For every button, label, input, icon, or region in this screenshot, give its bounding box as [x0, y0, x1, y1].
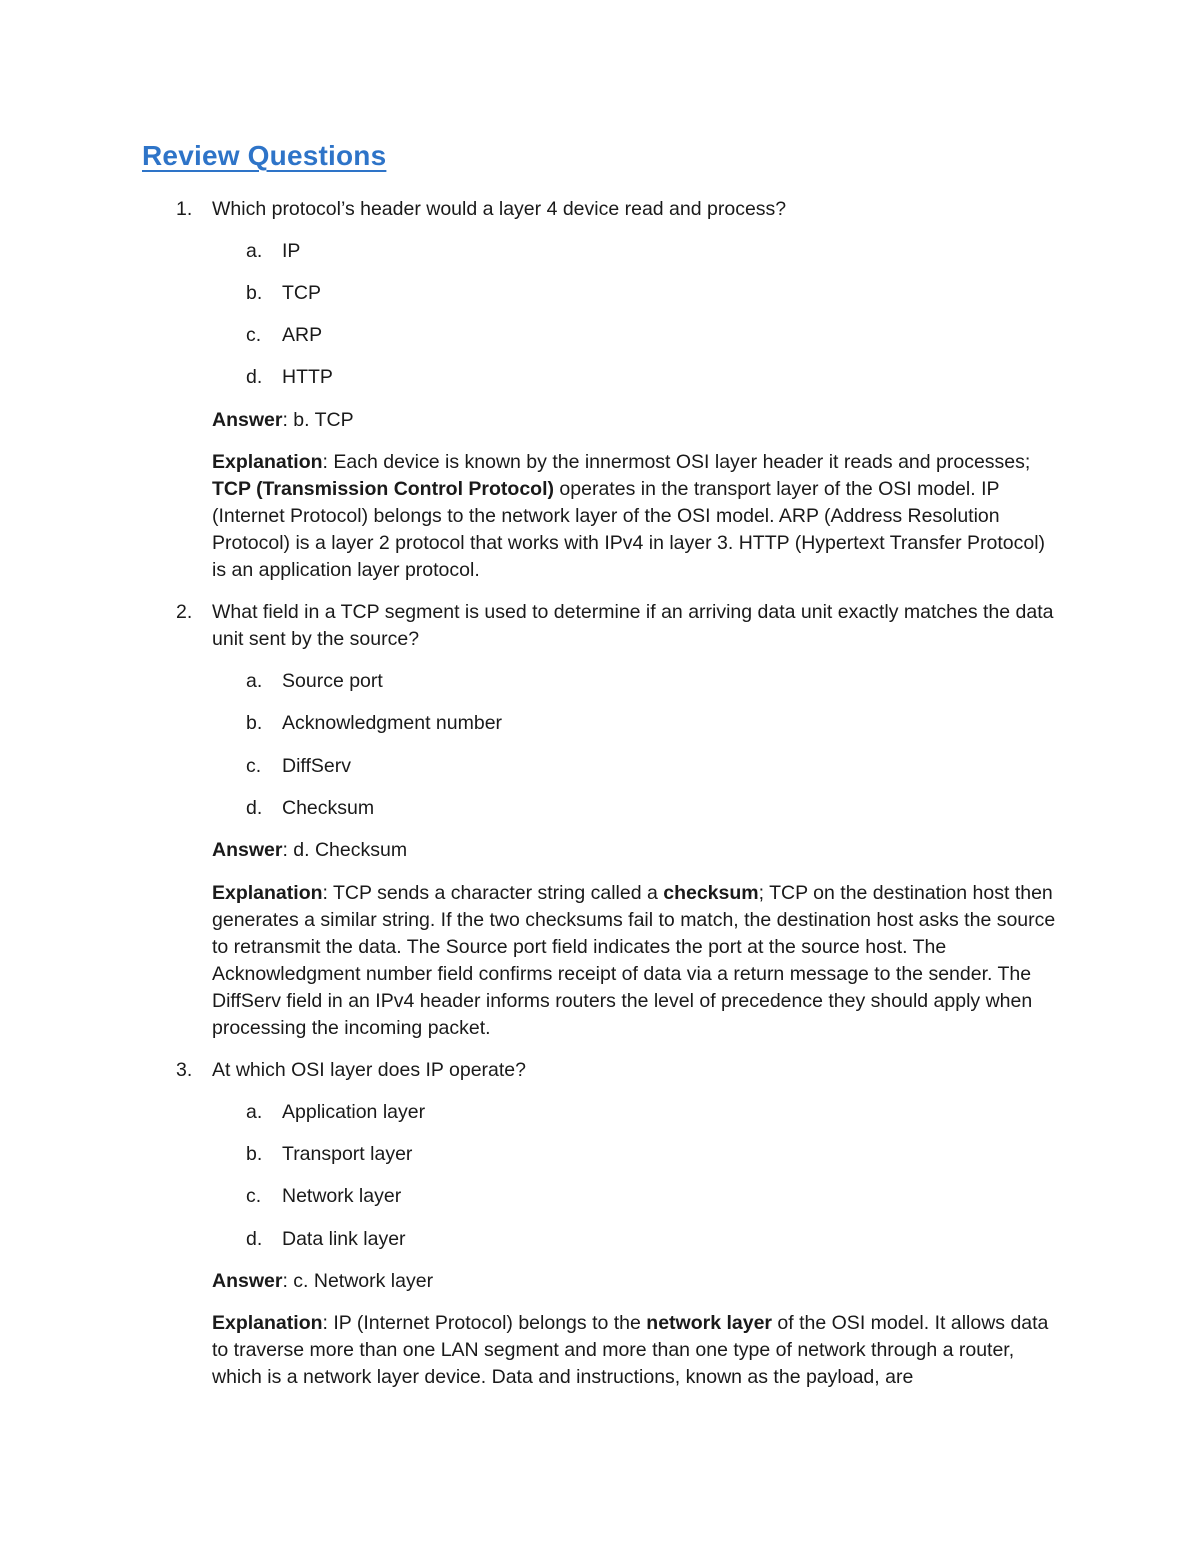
option-text: TCP — [282, 282, 321, 304]
question-text: What field in a TCP segment is used to determine if an arriving data unit exactly matches the data unit sent by the source? — [212, 601, 1054, 650]
page-title: Review Questions — [142, 140, 387, 171]
option — [246, 1226, 406, 1253]
option-letter: d. — [246, 797, 263, 819]
explanation-keyword: checksum — [663, 882, 759, 904]
option-text: Checksum — [282, 797, 375, 819]
option — [246, 238, 300, 265]
option-letter: b. — [246, 1143, 263, 1165]
option-letter: b. — [246, 712, 263, 734]
option — [246, 795, 374, 822]
answer-label: Answer — [212, 1270, 283, 1292]
option — [246, 280, 321, 307]
answer-text: : c. Network layer — [282, 1270, 434, 1292]
option-letter: b. — [246, 282, 263, 304]
option-letter: a. — [246, 1101, 263, 1123]
option — [246, 668, 383, 695]
answer — [212, 1268, 433, 1295]
answer — [212, 837, 407, 864]
option-text: Network layer — [282, 1185, 402, 1207]
explanation — [212, 449, 1062, 584]
option — [246, 753, 351, 780]
answer-label: Answer — [212, 839, 283, 861]
option-text: Data link layer — [282, 1228, 406, 1250]
explanation-keyword: TCP (Transmission Control Protocol) — [212, 478, 555, 500]
explanation — [212, 1310, 1062, 1391]
option — [246, 1183, 401, 1210]
option-text: Application layer — [282, 1101, 426, 1123]
explanation-label: Explanation — [212, 1312, 323, 1334]
question-number: 2. — [176, 601, 193, 623]
option — [246, 322, 322, 349]
explanation-text: operates in the transport layer of the OSI model. IP (Internet Protocol) belongs to the network layer of the OSI model. ARP (Address Resolution Protocol) is a layer 2 protocol that works with IPv4 in layer 3. HTTP (Hypertext Transfer Protocol) is an application layer protocol. — [212, 478, 1046, 581]
option — [246, 710, 502, 737]
option-text: Source port — [282, 670, 383, 692]
option-text: DiffServ — [282, 755, 351, 777]
explanation-text: of the OSI model. It allows data to traverse more than one LAN segment and more than one type of network through a router, which is a network layer device. Data and instructions, known as the payload, are — [212, 1312, 1049, 1388]
option-text: Acknowledgment number — [282, 712, 503, 734]
option-letter: d. — [246, 366, 263, 388]
explanation-label: Explanation — [212, 882, 323, 904]
option — [246, 1099, 425, 1126]
option — [246, 1141, 412, 1168]
option-letter: c. — [246, 755, 262, 777]
explanation-text: : Each device is known by the innermost OSI layer header it reads and processes; — [322, 451, 1031, 473]
option-letter: a. — [246, 240, 263, 262]
explanation-text: : TCP sends a character string called a — [322, 882, 664, 904]
question-number: 3. — [176, 1059, 193, 1081]
question-text: At which OSI layer does IP operate? — [212, 1059, 526, 1081]
option — [246, 364, 333, 391]
option-text: HTTP — [282, 366, 333, 388]
option-letter: c. — [246, 324, 262, 346]
question-text: Which protocol’s header would a layer 4 device read and process? — [212, 198, 787, 220]
answer — [212, 407, 354, 434]
explanation-label: Explanation — [212, 451, 323, 473]
answer-label: Answer — [212, 409, 283, 431]
explanation — [212, 880, 1062, 1042]
explanation-text: : IP (Internet Protocol) belongs to the — [322, 1312, 647, 1334]
question-number: 1. — [176, 198, 193, 220]
option-text: IP — [282, 240, 301, 262]
option-letter: d. — [246, 1228, 263, 1250]
option-letter: a. — [246, 670, 263, 692]
option-text: Transport layer — [282, 1143, 413, 1165]
answer-text: : b. TCP — [282, 409, 354, 431]
option-letter: c. — [246, 1185, 262, 1207]
explanation-keyword: network layer — [646, 1312, 773, 1334]
option-text: ARP — [282, 324, 323, 346]
explanation-text: ; TCP on the destination host then generates a similar string. If the two checksums fail to match, the destination host asks the source to retransmit the data. The Source port field indicates the port at the source host. The Acknowledgment number field confirms receipt of data via a return message to the sender. The DiffServ field in an IPv4 header informs routers the level of precedence they should apply when processing the incoming packet. — [212, 882, 1056, 1039]
answer-text: : d. Checksum — [282, 839, 408, 861]
